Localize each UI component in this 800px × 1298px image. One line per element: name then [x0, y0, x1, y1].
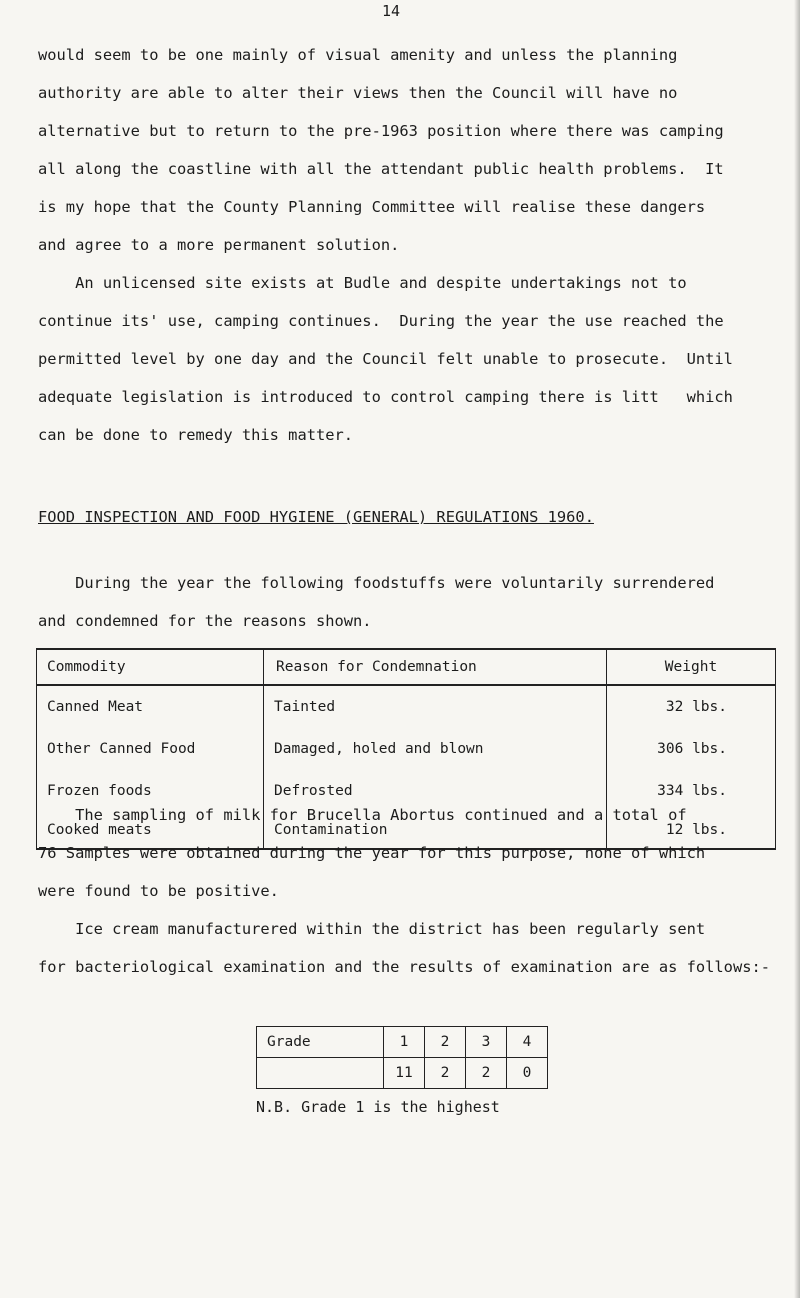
count-value: 0 — [507, 1058, 548, 1089]
cell-weight: 306 lbs. — [607, 728, 776, 770]
ice-cream-grade-table — [256, 1026, 548, 1089]
cell-commodity: Cooked meats — [37, 812, 264, 849]
grade-value: 2 — [425, 1027, 466, 1058]
grade-value: 1 — [384, 1027, 425, 1058]
cell-commodity: Frozen foods — [37, 770, 264, 812]
section-heading: FOOD INSPECTION AND FOOD HYGIENE (GENERAL) REGULATIONS 1960. — [38, 508, 594, 526]
text-line: Ice cream manufacturered within the district has been regularly sent — [38, 920, 706, 938]
grade-label: Grade — [257, 1027, 384, 1058]
header-weight: Weight — [607, 649, 776, 685]
text-line: would seem to be one mainly of visual amenity and unless the planning — [38, 46, 678, 64]
grade-note: N.B. Grade 1 is the highest — [256, 1098, 500, 1116]
grade-value: 4 — [507, 1027, 548, 1058]
text-line: and condemned for the reasons shown. — [38, 612, 372, 630]
cell-reason: Contamination — [264, 812, 607, 849]
paragraph-sampling — [38, 796, 778, 986]
cell-weight: 32 lbs. — [607, 685, 776, 728]
text-line: permitted level by one day and the Council felt unable to prosecute. Until — [38, 350, 733, 368]
paragraph-budle-site — [38, 264, 778, 454]
page-edge-shadow — [794, 0, 800, 1298]
text-line: can be done to remedy this matter. — [38, 426, 354, 444]
text-line: continue its' use, camping continues. During the year the use reached the — [38, 312, 724, 330]
text-line: adequate legislation is introduced to control camping there is litt which — [38, 388, 733, 406]
count-value: 11 — [384, 1058, 425, 1089]
text-line: An unlicensed site exists at Budle and despite undertakings not to — [38, 274, 687, 292]
text-line: The sampling of milk for Brucella Abortus continued and a total of — [38, 806, 687, 824]
header-reason: Reason for Condemnation — [264, 649, 607, 685]
text-line: is my hope that the County Planning Committee will realise these dangers — [38, 198, 706, 216]
text-line: were found to be positive. — [38, 882, 279, 900]
grade-row — [257, 1027, 548, 1058]
cell-reason: Tainted — [264, 685, 607, 728]
count-row — [257, 1058, 548, 1089]
paragraph-foodstuffs-intro — [38, 564, 778, 640]
text-line: 76 Samples were obtained during the year for this purpose, none of which — [38, 844, 706, 862]
text-line: and agree to a more permanent solution. — [38, 236, 400, 254]
text-line: alternative but to return to the pre-1963 position where there was camping — [38, 122, 724, 140]
table-header-row — [37, 649, 776, 685]
cell-reason: Damaged, holed and blown — [264, 728, 607, 770]
count-value: 2 — [466, 1058, 507, 1089]
text-line: authority are able to alter their views then the Council will have no — [38, 84, 678, 102]
text-line: During the year the following foodstuffs were voluntarily surrendered — [38, 574, 715, 592]
text-line: all along the coastline with all the attendant public health problems. It — [38, 160, 724, 178]
cell-commodity: Canned Meat — [37, 685, 264, 728]
cell-weight: 334 lbs. — [607, 770, 776, 812]
table-row — [37, 685, 776, 728]
header-commodity: Commodity — [37, 649, 264, 685]
table-row — [37, 728, 776, 770]
cell-reason: Defrosted — [264, 770, 607, 812]
count-value: 2 — [425, 1058, 466, 1089]
cell-weight: 12 lbs. — [607, 812, 776, 849]
paragraph-camping-policy — [38, 36, 778, 264]
count-label-blank — [257, 1058, 384, 1089]
cell-commodity: Other Canned Food — [37, 728, 264, 770]
page-number: 14 — [382, 2, 401, 20]
grade-value: 3 — [466, 1027, 507, 1058]
text-line: for bacteriological examination and the results of examination are as follows:- — [38, 958, 771, 976]
